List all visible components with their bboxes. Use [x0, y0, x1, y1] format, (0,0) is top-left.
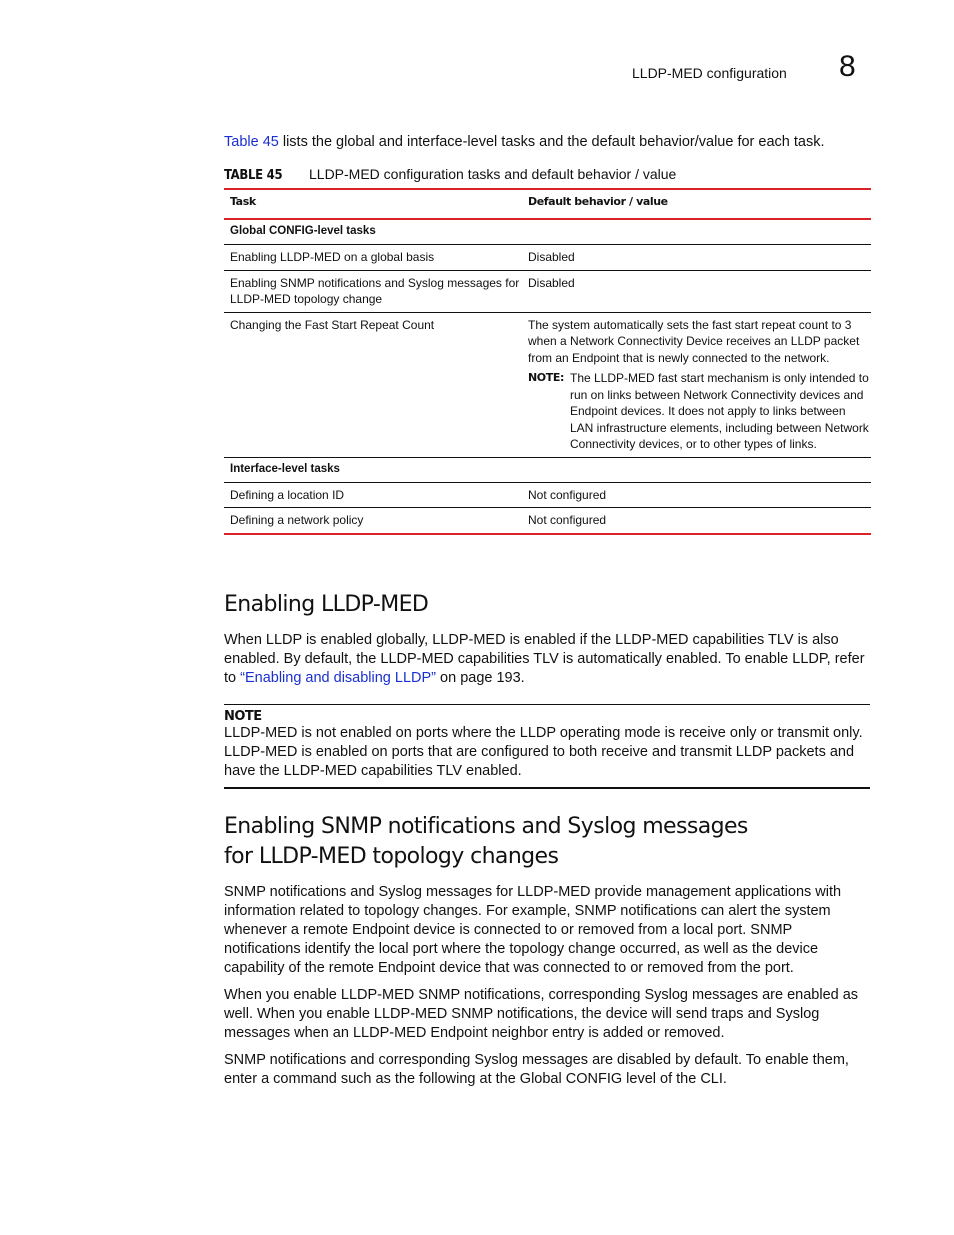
table-row	[224, 508, 871, 534]
table-row	[224, 312, 871, 457]
section2-heading-line1: Enabling SNMP notifications and Syslog messages	[224, 814, 748, 839]
cell-note-text: The LLDP-MED fast start mechanism is only intended to run on links between Network Connectivity devices and Endpoint devices. It does not apply to links between LAN infrastructure elements, including between Network Connectivity devices, or to other types of links.	[570, 371, 869, 451]
table-row	[224, 245, 871, 271]
header-default: Default behavior / value	[528, 195, 668, 208]
table-section-row	[224, 219, 871, 245]
cell-note-label: NOTE:	[528, 371, 564, 384]
table-label: TABLE 45	[224, 168, 283, 183]
note-label: NOTE	[224, 709, 262, 724]
task-cell: Changing the Fast Start Repeat Count	[230, 317, 435, 332]
chapter-number: 8	[839, 50, 856, 83]
table-row	[224, 482, 871, 508]
cell-note	[528, 370, 871, 453]
enabling-lldp-link[interactable]: “Enabling and disabling LLDP”	[240, 670, 437, 686]
note-text: LLDP-MED is not enabled on ports where the LLDP operating mode is receive only or transmit only. LLDP-MED is enabled on ports that are configured to both receive and transmit LLDP packets and have the LLDP-MED capabilities TLV enabled.	[224, 725, 863, 779]
task-cell: Enabling LLDP-MED on a global basis	[230, 250, 435, 264]
intro-text: lists the global and interface-level tasks and the default behavior/value for each task.	[278, 134, 825, 150]
value-cell: Disabled	[528, 250, 575, 264]
section-interface-label: Interface-level tasks	[230, 462, 340, 475]
table-45-link[interactable]: Table 45	[224, 134, 279, 150]
task-cell: Enabling SNMP notifications and Syslog messages for LLDP-MED topology change	[230, 275, 520, 306]
table-section-row	[224, 457, 871, 482]
table-header-row	[224, 189, 871, 219]
section2-paragraph: When you enable LLDP-MED SNMP notifications, corresponding Syslog messages are enabled as well. When you enable LLDP-MED SNMP notifications, the device will send traps and Syslog messages when an LLDP-MED Endpoint neighbor entry is added or removed.	[224, 987, 859, 1041]
section2-paragraph: SNMP notifications and Syslog messages for LLDP-MED provide management applications with information related to topology changes. For example, SNMP notifications can alert the system whenever a remote Endpoint device is connected to or removed from a local port. SNMP notifications identify the local port where the topology change occurred, as well as the device capability of the remote Endpoint device that was connected to or removed from the port.	[224, 884, 842, 976]
section-heading-snmp	[224, 812, 864, 872]
value-cell: Disabled	[528, 275, 575, 290]
value-cell: Not configured	[528, 513, 607, 527]
intro-paragraph	[224, 134, 874, 150]
value-cell: Not configured	[528, 487, 607, 502]
section2-paragraph: SNMP notifications and corresponding Syslog messages are disabled by default. To enable them, enter a command such as the following at the Global CONFIG level of the CLI.	[224, 1052, 849, 1087]
running-header-title: LLDP-MED configuration	[632, 65, 787, 81]
section1-paragraph	[224, 631, 869, 688]
section1-text-end: on page 193.	[436, 670, 525, 686]
section1-text: When LLDP is enabled globally, LLDP-MED is enabled if the LLDP-MED capabilities TLV is also enabled. By default, the LLDP-MED capabilities TLV is automatically enabled. To enable LLDP, refer to	[224, 632, 865, 686]
table-caption	[224, 166, 677, 183]
note-box	[224, 704, 870, 789]
value-cell	[522, 312, 871, 457]
task-cell: Defining a location ID	[230, 487, 345, 502]
value-text: The system automatically sets the fast start repeat count to 3 when a Network Connectivity Device receives an LLDP packet from an Endpoint that is newly connected to the network.	[528, 317, 860, 365]
section2-heading-line2: for LLDP-MED topology changes	[224, 844, 559, 869]
task-cell: Defining a network policy	[230, 513, 364, 527]
table-caption-text: LLDP-MED configuration tasks and default behavior / value	[309, 166, 677, 182]
table-row	[224, 270, 871, 312]
header-task: Task	[230, 195, 256, 208]
section-heading-enabling-lldp-med: Enabling LLDP-MED	[224, 592, 429, 617]
section-global-label: Global CONFIG-level tasks	[230, 225, 376, 237]
config-tasks-table	[224, 188, 871, 535]
